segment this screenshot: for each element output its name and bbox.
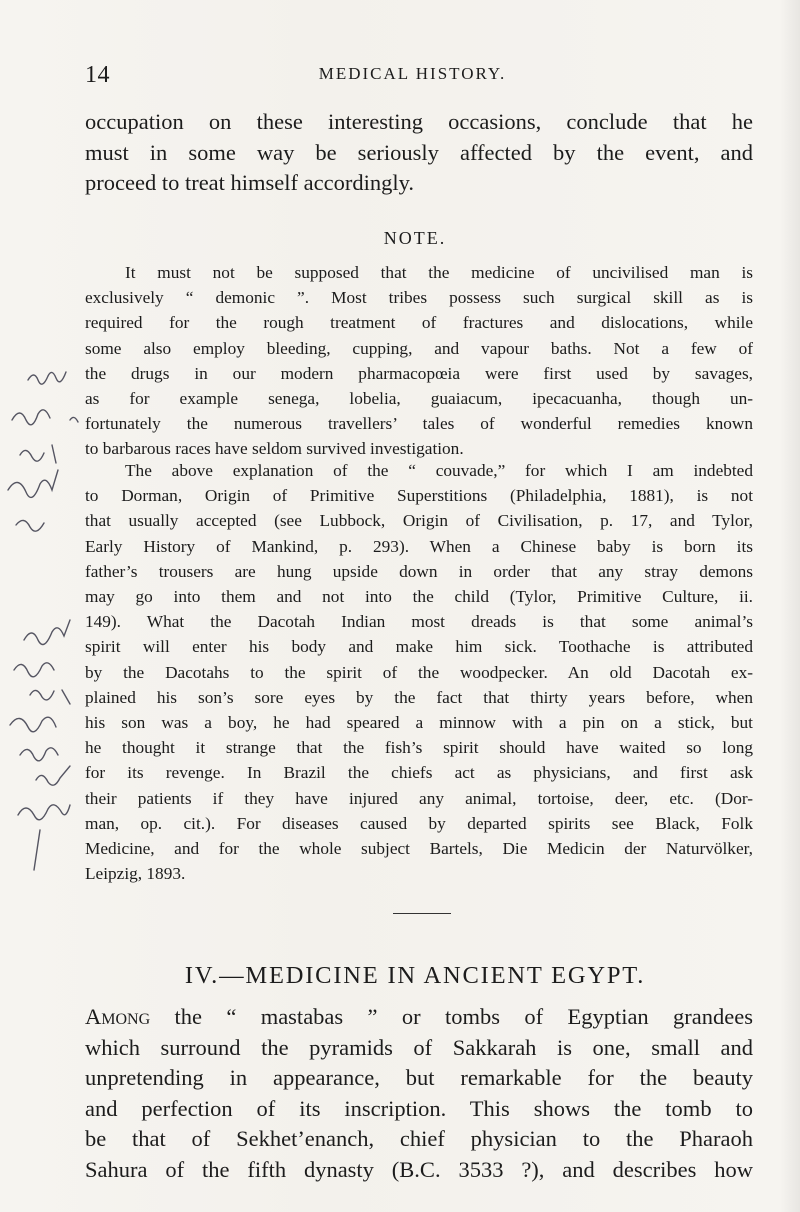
running-head: MEDICAL HISTORY.	[318, 64, 507, 83]
text-line: The above explanation of the “ couvade,” for which I am indebted	[125, 461, 753, 480]
text-line: for its revenge. In Brazil the chiefs act as physicians, and first ask	[85, 763, 753, 783]
drop-word: Among	[85, 1004, 151, 1029]
text-line: may go into them and not into the child (Tylor, Primitive Culture, ii.	[85, 587, 753, 607]
text-line: be that of Sekhet’enanch, chief physician to the Pharaoh	[85, 1126, 753, 1151]
section-paragraph	[85, 1002, 753, 1185]
text-line: fortunately the numerous travellers’ tales of wonderful remedies known	[85, 414, 753, 434]
text-line: his son was a boy, he had speared a minnow with a pin on a stick, but	[85, 713, 753, 733]
text-line: by the Dacotahs to the spirit of the woodpecker. An old Dacotah ex-	[85, 662, 753, 682]
text-fragment: the “ mastabas ” or tombs of Egyptian grandees	[150, 1004, 753, 1029]
text-line: father’s trousers are hung upside down in order that any stray demons	[85, 561, 753, 581]
text-line: required for the rough treatment of fractures and dislocations, while	[85, 313, 753, 333]
page-edge-shadow	[780, 0, 800, 1212]
text-line: their patients if they have injured any animal, tortoise, deer, etc. (Dor-	[85, 788, 753, 808]
text-line: exclusively “ demonic ”. Most tribes possess such surgical skill as is	[85, 288, 753, 308]
text-line: man, op. cit.). For diseases caused by departed spirits see Black, Folk	[85, 813, 753, 833]
handwritten-marginalia	[0, 360, 120, 880]
section-heading: IV.—MEDICINE IN ANCIENT EGYPT.	[184, 962, 646, 989]
text-line: spirit will enter his body and make him sick. Toothache is attributed	[85, 637, 753, 657]
text-line: to barbarous races have seldom survived investigation.	[85, 439, 464, 459]
note-heading: NOTE.	[383, 228, 447, 248]
note-paragraph-1	[85, 260, 753, 462]
text-line: and perfection of its inscription. This shows the tomb to	[85, 1095, 753, 1121]
section-divider	[393, 913, 451, 914]
text-line: must in some way be seriously affected by the event, and	[85, 139, 753, 165]
text-line: Sahura of the fifth dynasty (B.C. 3533 ?), and describes how	[85, 1156, 753, 1182]
text-line: Early History of Mankind, p. 293). When a Chinese baby is born its	[85, 536, 753, 556]
text-line: the drugs in our modern pharmacopœia were first used by savages,	[85, 363, 753, 383]
text-line: It must not be supposed that the medicine of uncivilised man is	[125, 263, 753, 282]
text-line: 149). What the Dacotah Indian most dreads is that some animal’s	[85, 612, 753, 632]
text-line: unpretending in appearance, but remarkable for the beauty	[85, 1065, 753, 1090]
text-line	[85, 1002, 753, 1033]
text-line: Medicine, and for the whole subject Bartels, Die Medicin der Naturvölker,	[85, 839, 753, 859]
text-line: he thought it strange that the fish’s spirit should have waited so long	[85, 738, 753, 758]
note-paragraph-2	[85, 458, 753, 886]
text-line: which surround the pyramids of Sakkarah is one, small and	[85, 1034, 753, 1060]
text-line: proceed to treat himself accordingly.	[85, 170, 415, 195]
intro-paragraph	[85, 107, 753, 199]
text-line: occupation on these interesting occasions, conclude that he	[85, 109, 753, 134]
text-line: that usually accepted (see Lubbock, Origin of Civilisation, p. 17, and Tylor,	[85, 511, 753, 531]
text-line: plained his son’s sore eyes by the fact that thirty years before, when	[85, 687, 753, 707]
text-line: to Dorman, Origin of Primitive Superstitions (Philadelphia, 1881), is not	[85, 486, 753, 506]
text-line: as for example senega, lobelia, guaiacum, ipecacuanha, though un-	[85, 389, 753, 409]
page-number: 14	[85, 62, 110, 88]
text-line: Leipzig, 1893.	[85, 864, 186, 884]
text-line: some also employ bleeding, cupping, and vapour baths. Not a few of	[85, 338, 753, 358]
